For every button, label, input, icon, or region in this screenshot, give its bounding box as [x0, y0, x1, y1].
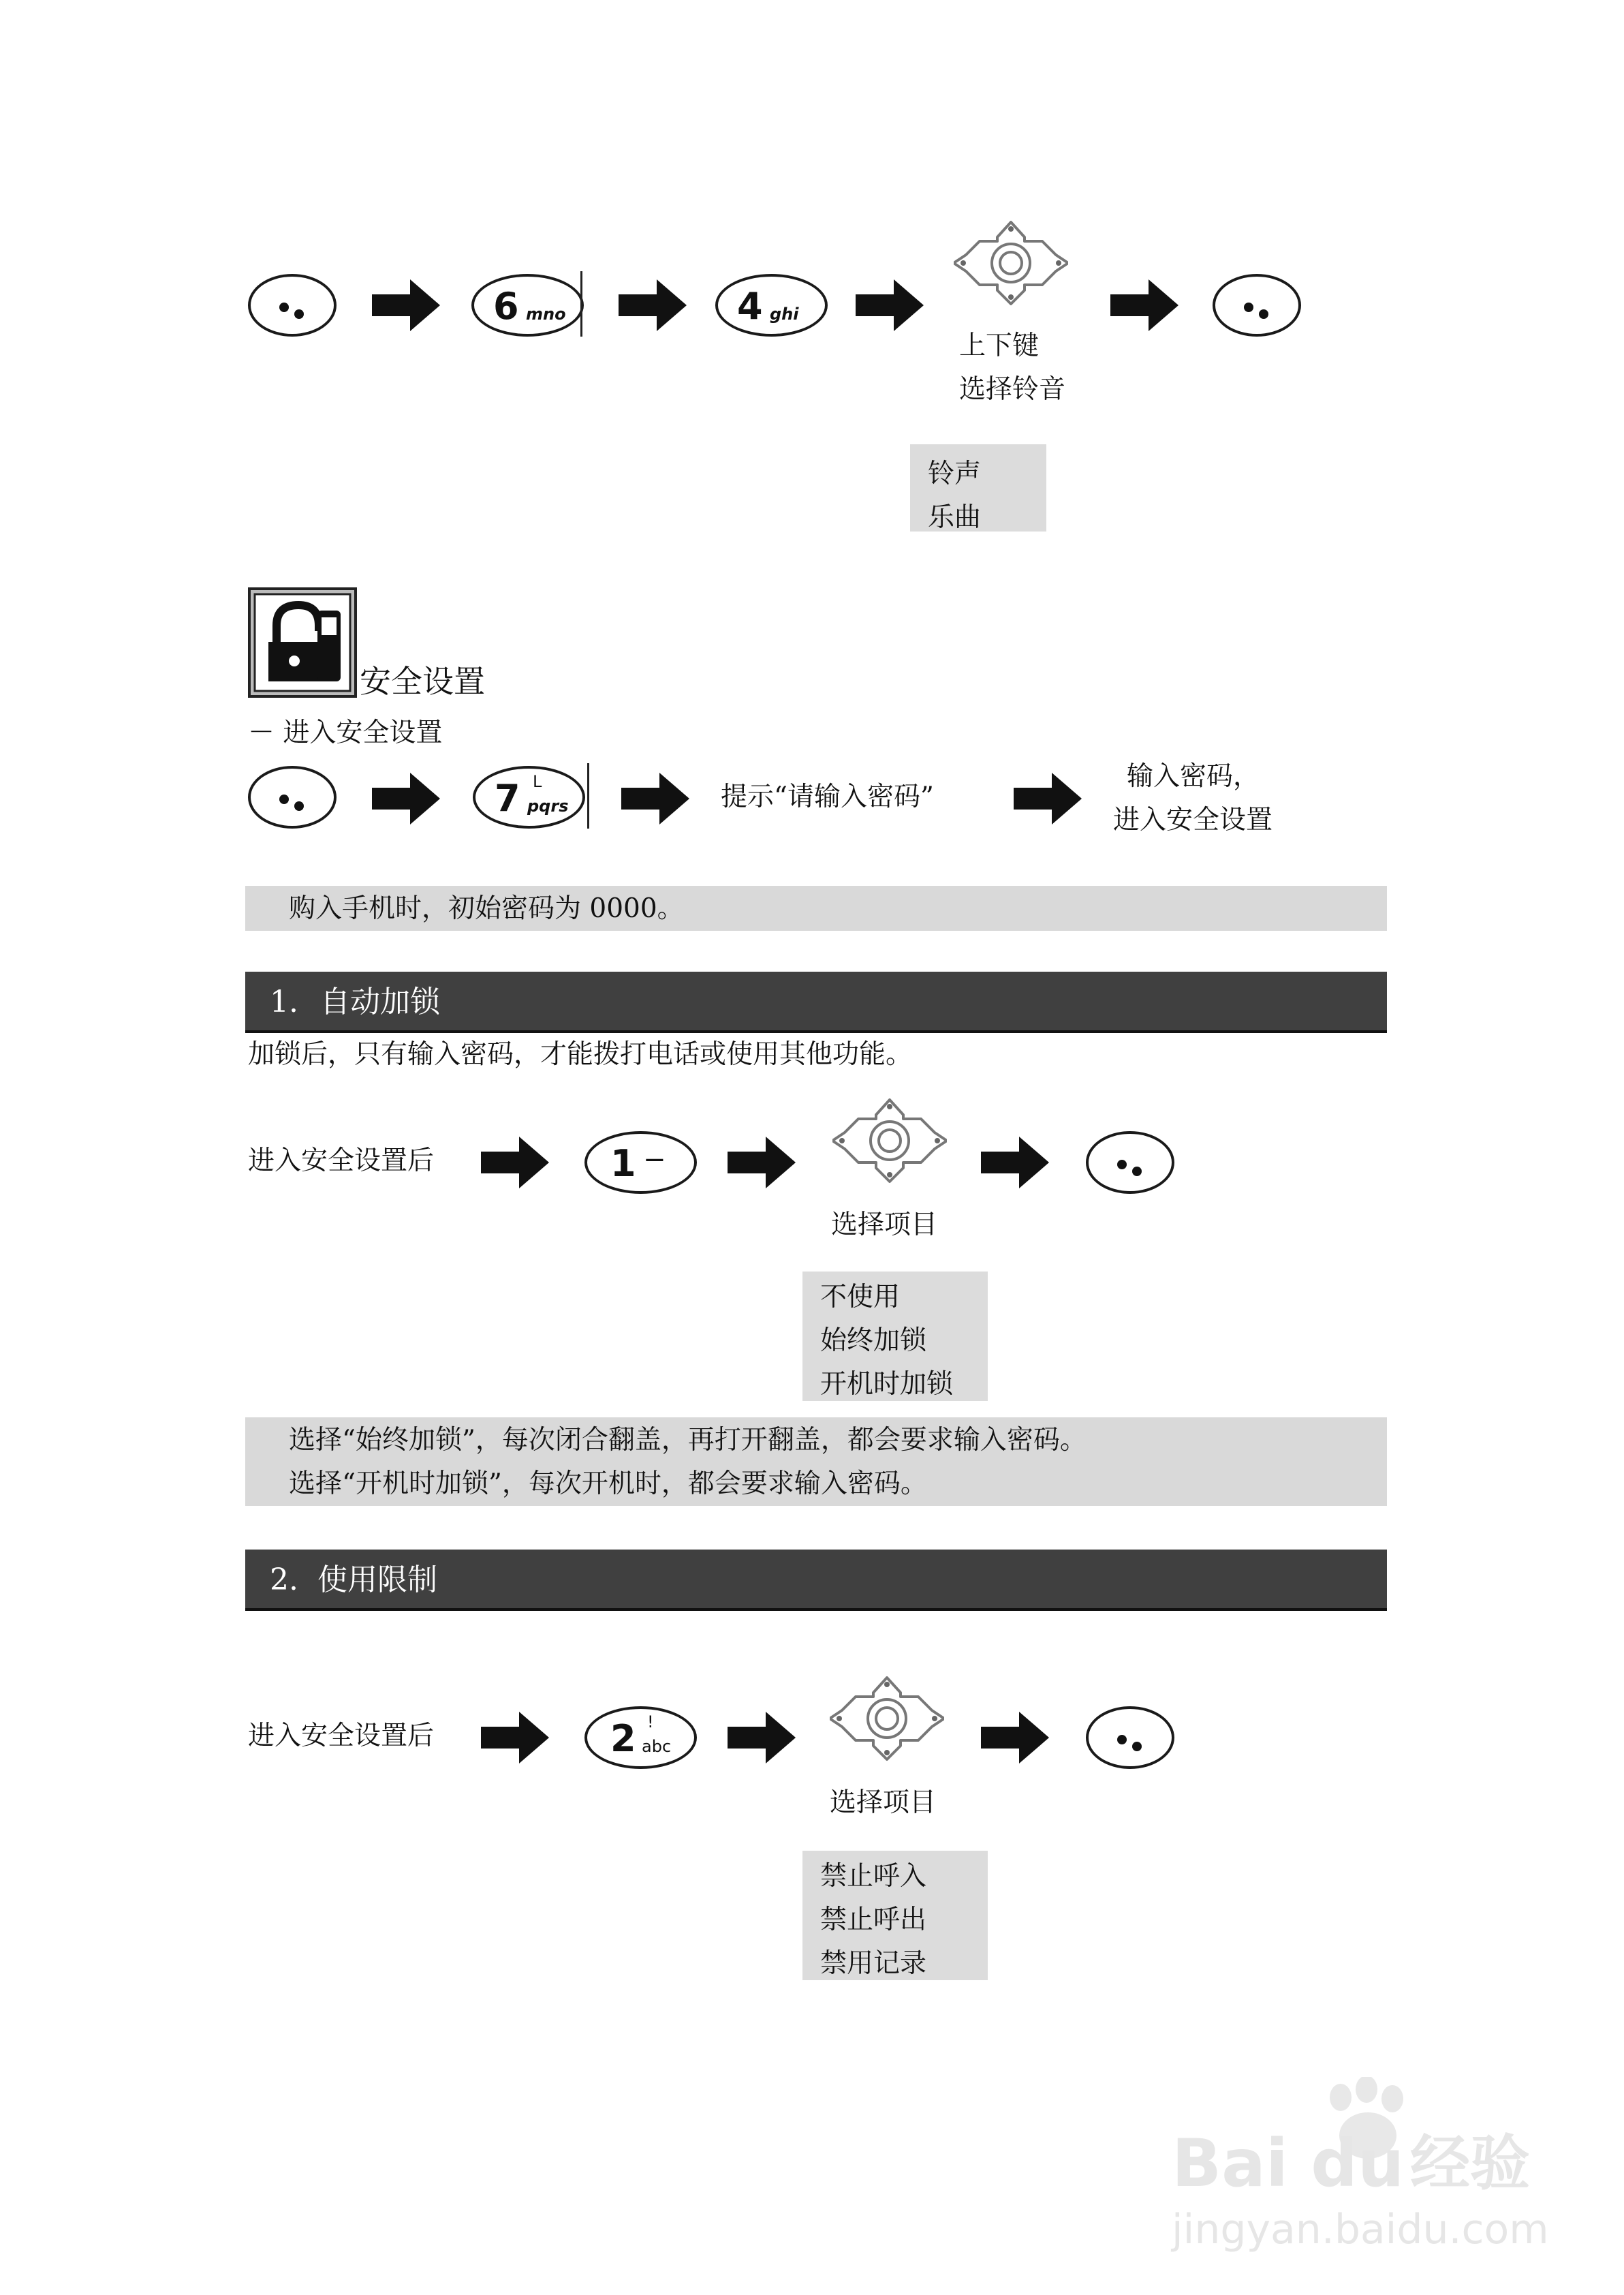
section-title: 安全设置 — [360, 663, 485, 700]
arrow-right-icon — [621, 773, 689, 825]
password-note: 购入手机时，初始密码为 0000。 — [245, 886, 1387, 931]
start-label: 进入安全设置后 — [248, 1145, 435, 1176]
arrow-right-icon — [372, 773, 440, 825]
softkey-icon — [248, 274, 337, 337]
watermark-brand: Bai du — [1172, 2125, 1405, 2202]
prompt-text: 提示“请输入密码” — [721, 782, 934, 812]
nav-caption: 选择项目 — [831, 1210, 938, 1240]
menu-item: 不使用 — [820, 1282, 901, 1312]
security-lock-icon — [248, 587, 357, 698]
separator — [580, 271, 582, 337]
menu-item: 乐曲 — [928, 502, 982, 533]
key-1-icon: 1 − — [584, 1131, 697, 1194]
arrow-right-icon — [728, 1712, 796, 1763]
watermark-brand-cn: 经验 — [1410, 2128, 1531, 2198]
section-number: 2. — [270, 1562, 298, 1597]
section-number: 1. — [270, 985, 298, 1019]
key-4-icon: 4 ghi — [715, 274, 828, 337]
key-6-icon: 6 mno — [471, 274, 584, 337]
menu-item: 禁止呼入 — [820, 1861, 927, 1892]
watermark-url: jingyan.baidu.com — [1172, 2206, 1549, 2253]
arrow-right-icon — [1110, 279, 1178, 331]
restriction-option-menu — [802, 1851, 988, 1980]
arrow-right-icon — [481, 1137, 549, 1188]
arrow-right-icon — [856, 279, 924, 331]
separator — [587, 763, 589, 829]
arrow-right-icon — [728, 1137, 796, 1188]
softkey-icon — [1086, 1131, 1174, 1194]
section-header-1 — [245, 972, 1387, 1033]
section-header-2 — [245, 1550, 1387, 1611]
softkey-icon — [248, 766, 337, 829]
menu-item: 禁止呼出 — [820, 1905, 927, 1935]
subheading: － 进入安全设置 — [248, 718, 443, 748]
menu-item: 始终加锁 — [820, 1325, 927, 1356]
menu-item: 禁用记录 — [820, 1948, 927, 1979]
nav-key-icon — [830, 1672, 944, 1765]
arrow-right-icon — [619, 279, 687, 331]
arrow-right-icon — [981, 1137, 1049, 1188]
lock-notes: 选择“始终加锁”，每次闭合翻盖，再打开翻盖，都会要求输入密码。 选择“开机时加锁”，每次开机时，都会要求输入密码。 — [245, 1417, 1387, 1506]
lock-option-menu — [802, 1272, 988, 1401]
arrow-right-icon — [481, 1712, 549, 1763]
menu-item: 铃声 — [928, 459, 982, 489]
section-title: 自动加锁 — [320, 985, 440, 1019]
nav-key-icon — [832, 1094, 947, 1187]
result-text: 进入安全设置 — [1113, 805, 1273, 835]
softkey-icon — [1086, 1706, 1174, 1769]
arrow-right-icon — [372, 279, 440, 331]
nav-caption: 选择铃音 — [959, 374, 1066, 405]
section-description: 加锁后，只有输入密码，才能拨打电话或使用其他功能。 — [248, 1039, 913, 1070]
menu-item: 开机时加锁 — [820, 1369, 954, 1400]
ringtone-menu — [910, 444, 1046, 532]
nav-key-icon — [954, 217, 1068, 309]
arrow-right-icon — [981, 1712, 1049, 1763]
key-2-icon: 2 ! abc — [584, 1706, 697, 1769]
result-text: 输入密码， — [1127, 761, 1260, 792]
nav-caption: 上下键 — [959, 330, 1040, 361]
nav-caption: 选择项目 — [830, 1787, 937, 1818]
section-title: 使用限制 — [317, 1562, 437, 1597]
softkey-icon — [1213, 274, 1301, 337]
start-label: 进入安全设置后 — [248, 1721, 435, 1751]
arrow-right-icon — [1014, 773, 1082, 825]
key-7-icon: 7 L pqrs — [473, 766, 585, 829]
